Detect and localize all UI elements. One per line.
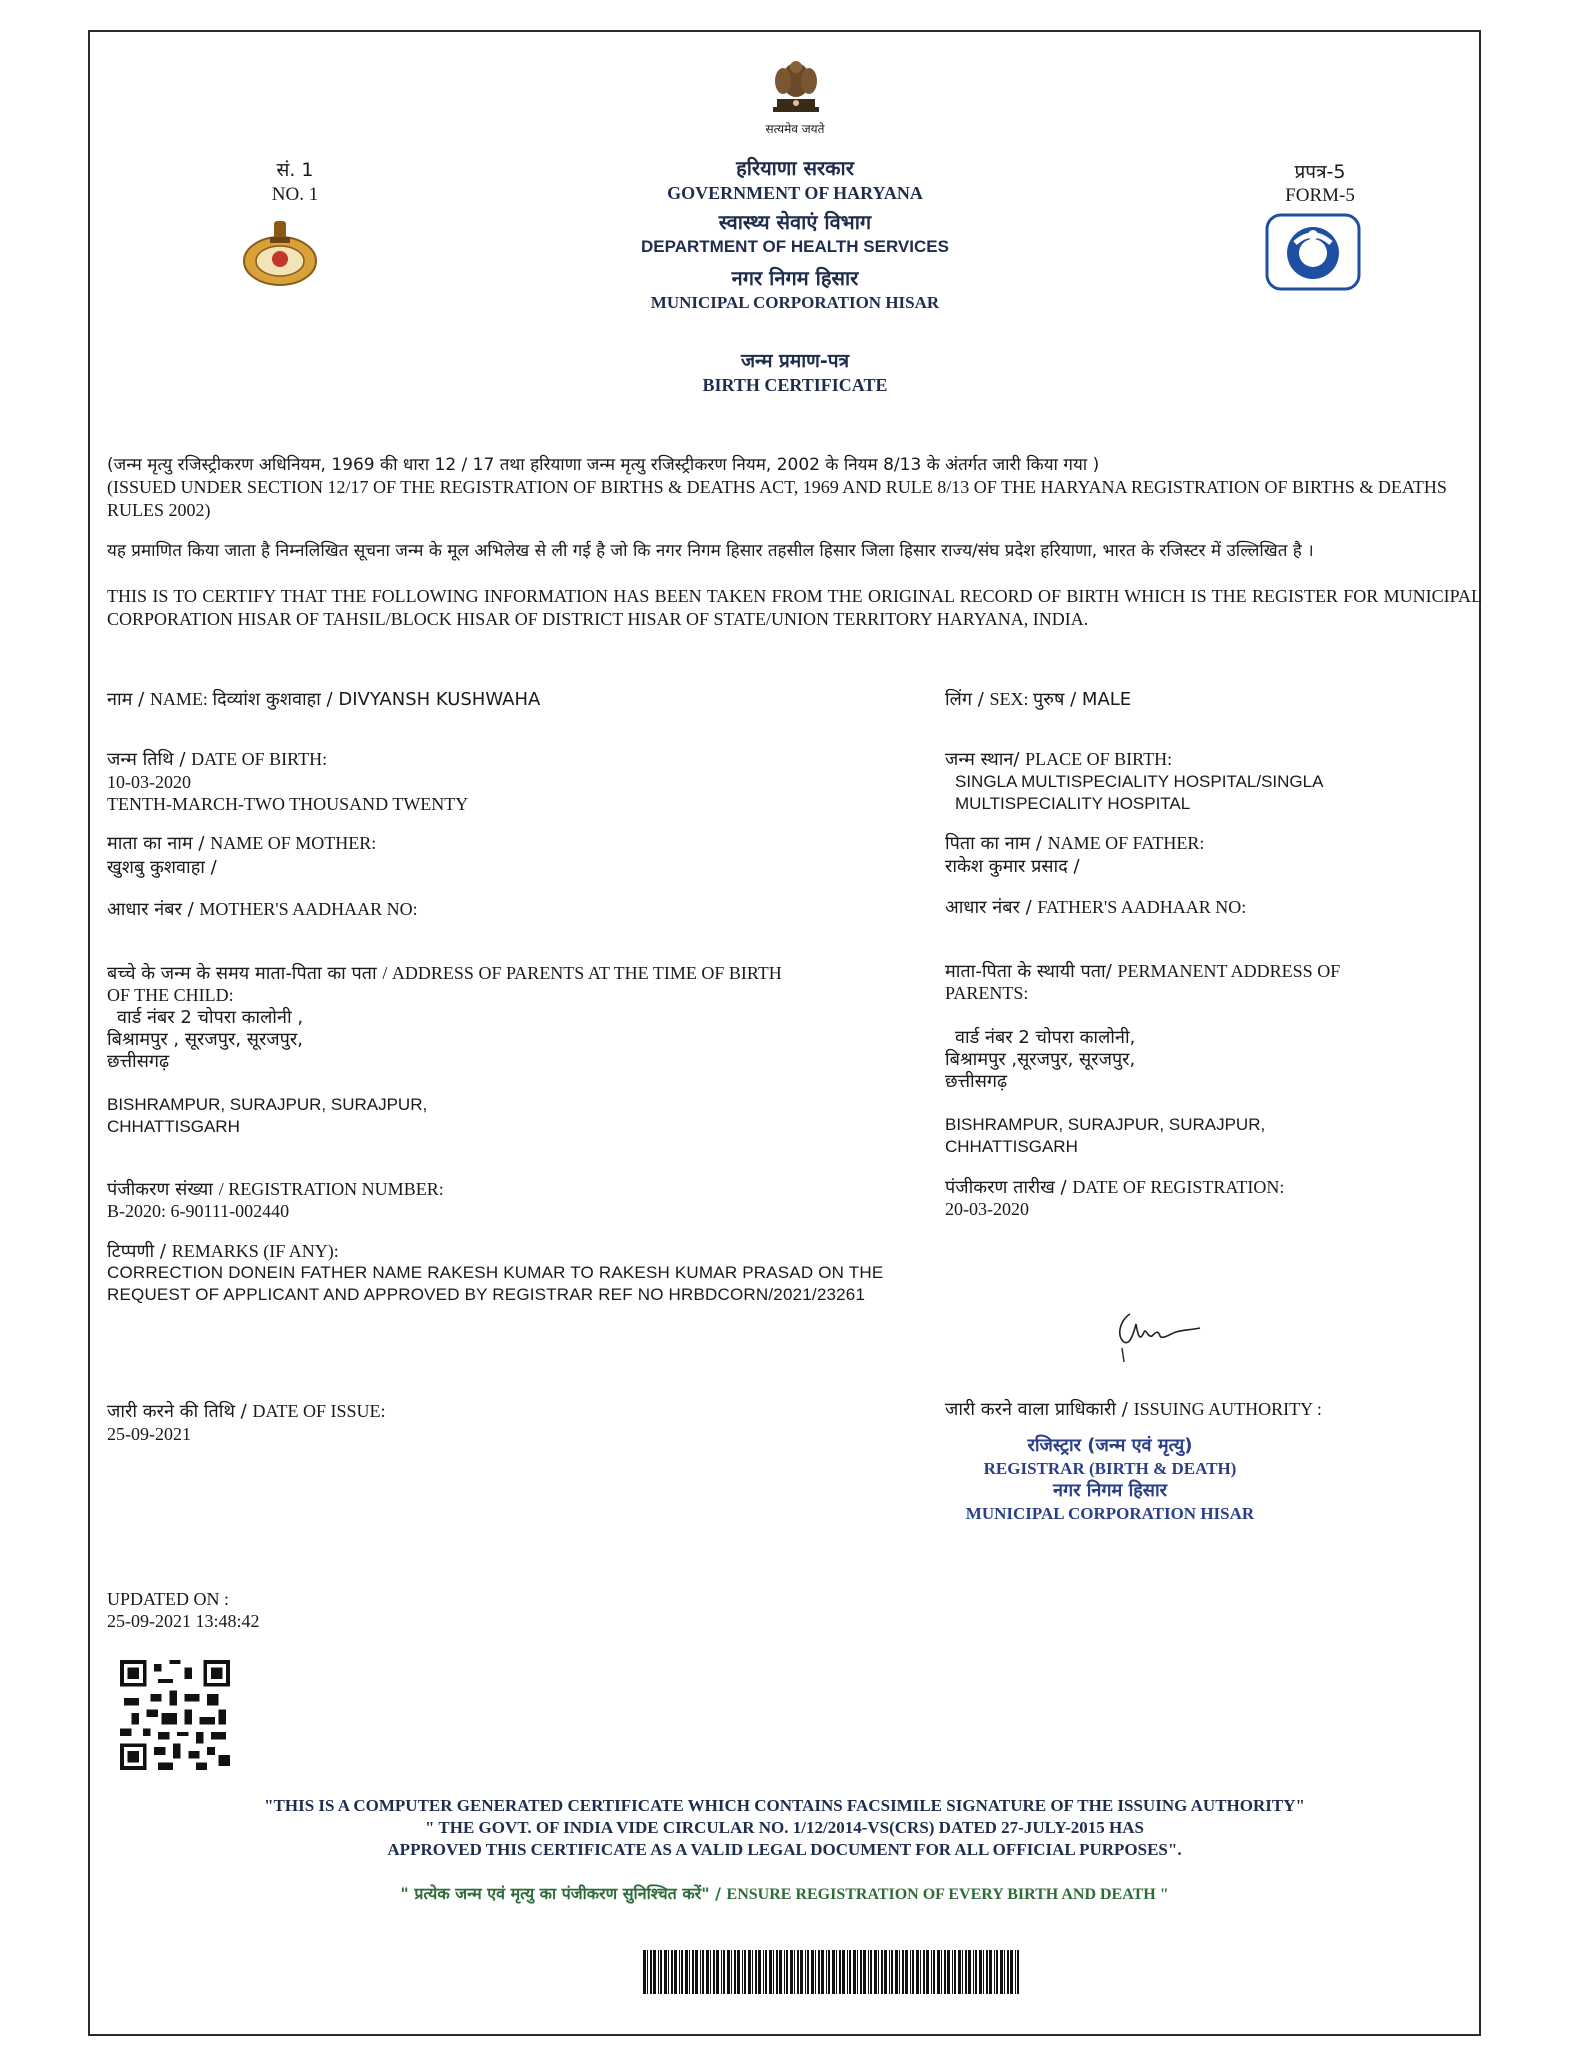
certificate-title: BIRTH CERTIFICATE [702,375,888,395]
barcode-bar [773,1950,774,1994]
barcode-bar [695,1950,698,1994]
remarks-label-hindi: टिप्पणी / [107,1241,172,1262]
barcode-bar [734,1950,736,1994]
registration-date-label-text: DATE OF REGISTRATION: [1072,1177,1285,1197]
registration-date-label-hindi: पंजीकरण तारीख / [945,1177,1073,1198]
barcode-bar [706,1950,709,1994]
govt-name-hindi: हरियाणा सरकार [736,156,854,180]
barcode-bar [863,1950,866,1994]
footer-slogan [88,1883,1481,1906]
mother-name-label [107,832,376,855]
barcode-bar [842,1950,845,1994]
barcode-bar [794,1950,795,1994]
barcode-bar [839,1950,841,1994]
barcode-bar [944,1950,946,1994]
mother-aadhaar-label-text: MOTHER'S AADHAAR NO: [199,899,418,919]
barcode-bar [947,1950,950,1994]
dob-label [107,748,327,771]
barcode-bar [671,1950,673,1994]
address-at-birth-hindi-line1: वार्ड नंबर 2 चोपरा कालोनी , [117,1007,304,1028]
father-name-label [945,832,1204,855]
qr-code [120,1660,230,1770]
serial-number-hindi: सं. 1 [276,159,314,181]
slogan-english: ENSURE REGISTRATION OF EVERY BIRTH AND DEATH " [726,1886,1169,1903]
barcode-bar [1004,1950,1005,1994]
form-number: FORM-5 [1285,185,1355,206]
barcode-bar [758,1950,761,1994]
barcode-bar [674,1950,677,1994]
barcode-bar [962,1950,963,1994]
permanent-address-line2: CHHATTISGARH [945,1137,1078,1156]
registration-number-label-hindi: पंजीकरण संख्या [107,1179,219,1200]
barcode-bar [832,1950,835,1994]
barcode-bar [895,1950,898,1994]
barcode-bar [860,1950,862,1994]
remarks-line2: REQUEST OF APPLICANT AND APPROVED BY REGISTRAR REF NO HRBDCORN/2021/23261 [107,1285,866,1304]
address-at-birth-label-text: / ADDRESS OF PARENTS AT THE TIME OF BIRTH [382,963,782,983]
barcode-bar [737,1950,740,1994]
barcode-bar [994,1950,995,1994]
barcode-bar [755,1950,757,1994]
barcode-bar [847,1950,848,1994]
barcode-bar [902,1950,904,1994]
barcode-bar [692,1950,694,1994]
permanent-address-line1: BISHRAMPUR, SURAJPUR, SURAJPUR, [945,1115,1266,1134]
barcode-bar [721,1950,722,1994]
barcode-bar [891,1950,893,1994]
registration-number-value: B-2020: 6-90111-002440 [107,1201,290,1221]
barcode-bar [765,1950,767,1994]
barcode-bar [763,1950,764,1994]
date-of-issue-label [107,1400,385,1423]
barcode-bar [723,1950,725,1994]
barcode-bar [790,1950,793,1994]
barcode-bar [989,1950,992,1994]
issuing-authority-label [945,1398,1322,1421]
barcode-bar [769,1950,772,1994]
footer-line1: "THIS IS A COMPUTER GENERATED CERTIFICATE WHICH CONTAINS FACSIMILE SIGNATURE OF THE ISSUING AUTHORITY" [264,1796,1305,1815]
pob-label-text: PLACE OF BIRTH: [1025,749,1173,769]
barcode-bar [805,1950,806,1994]
mother-label-text: NAME OF MOTHER: [210,833,377,853]
authority-stamp-line1: रजिस्ट्रार (जन्म एवं मृत्यु) [1027,1435,1193,1456]
corporation-name-hindi: नगर निगम हिसार [731,266,859,290]
permanent-address-hindi-line2: बिश्रामपुर ,सूरजपुर, सूरजपुर, [945,1049,1136,1070]
barcode-bar [923,1950,925,1994]
corporation-name: MUNICIPAL CORPORATION HISAR [650,293,940,312]
pob-label-hindi: जन्म स्थान/ [945,749,1026,770]
crs-logo-icon [1265,213,1361,291]
barcode-bar [889,1950,890,1994]
address-at-birth-label-line2: OF THE CHILD: [107,985,234,1005]
registration-date-label [945,1176,1284,1199]
father-label-text: NAME OF FATHER: [1047,833,1205,853]
barcode-bar [650,1950,652,1994]
date-of-issue-label-hindi: जारी करने की तिथि / [107,1401,253,1422]
barcode-bar [664,1950,667,1994]
sex-value: पुरुष / MALE [1033,689,1132,710]
registration-number-label-text: / REGISTRATION NUMBER: [218,1179,444,1199]
sex-label: SEX: [989,689,1034,709]
barcode-bar [658,1950,659,1994]
father-name-value: राकेश कुमार प्रसाद / [945,856,1080,877]
barcode-bar [784,1950,785,1994]
barcode-bar [983,1950,984,1994]
barcode-bar [931,1950,932,1994]
barcode-bar [653,1950,656,1994]
barcode-bar [679,1950,680,1994]
govt-name: GOVERNMENT OF HARYANA [667,183,923,203]
authority-stamp-line2: REGISTRAR (BIRTH & DEATH) [983,1459,1237,1478]
barcode-bar [779,1950,782,1994]
barcode-bar [874,1950,877,1994]
barcode-bar [853,1950,856,1994]
registrar-signature [1100,1302,1210,1372]
sex-field [945,688,1131,711]
remarks-line1: CORRECTION DONEIN FATHER NAME RAKESH KUMAR TO RAKESH KUMAR PRASAD ON THE [107,1263,884,1282]
father-aadhaar-label-text: FATHER'S AADHAAR NO: [1037,897,1247,917]
barcode-bar [818,1950,820,1994]
permanent-address-hindi-line1: वार्ड नंबर 2 चोपरा कालोनी, [955,1027,1136,1048]
barcode-bar [748,1950,751,1994]
remarks-label-text: REMARKS (IF ANY): [171,1241,339,1261]
permanent-address-label [945,960,1340,983]
dob-in-words: TENTH-MARCH-TWO THOUSAND TWENTY [107,794,469,814]
barcode-bar [716,1950,719,1994]
barcode-bar [713,1950,715,1994]
slogan-hindi: " प्रत्येक जन्म एवं मृत्यु का पंजीकरण सुनिश्चित करें" / [400,1884,727,1903]
certify-statement: THIS IS TO CERTIFY THAT THE FOLLOWING INFORMATION HAS BEEN TAKEN FROM THE ORIGINAL RECORD OF BIRTH WHICH IS THE REGISTER FOR MUNICIPAL CORPORATION HISAR OF TAHSIL/BLOCK HISAR OF DISTRICT HISAR OF STATE/UNION TERRITORY HARYANA, INDIA. [107,586,1482,629]
child-name-value: दिव्यांश कुशवाहा / DIVYANSH KUSHWAHA [212,689,541,710]
barcode-bar [996,1950,998,1994]
barcode-bar [965,1950,967,1994]
dob-label-text: DATE OF BIRTH: [191,749,328,769]
name-field [107,688,540,711]
serial-number: NO. 1 [271,184,319,205]
barcode-bar [884,1950,887,1994]
barcode-bar [933,1950,935,1994]
address-at-birth-label [107,962,782,985]
permanent-address-hindi-line3: छत्तीसगढ़ [945,1071,1008,1092]
department-name-hindi: स्वास्थ्य सेवाएं विभाग [718,210,872,234]
barcode-bar [744,1950,746,1994]
barcode-bar [660,1950,662,1994]
barcode-bar [1007,1950,1009,1994]
barcode-bar [881,1950,883,1994]
barcode-bar [731,1950,732,1994]
permanent-address-label-hindi: माता-पिता के स्थायी पता/ [945,961,1118,982]
barcode-bar [727,1950,730,1994]
issuing-authority-label-hindi: जारी करने वाला प्राधिकारी / [945,1399,1134,1420]
name-label-hindi: नाम / [107,689,150,710]
mother-label-hindi: माता का नाम / [107,833,211,854]
barcode-bar [797,1950,799,1994]
barcode-bar [807,1950,809,1994]
barcode-bar [811,1950,814,1994]
barcode-bar [857,1950,858,1994]
sex-label-hindi: लिंग / [945,689,990,710]
pob-value-line2: MULTISPECIALITY HOSPITAL [955,794,1191,813]
barcode-bar [821,1950,824,1994]
barcode-bar [937,1950,940,1994]
barcode-bar [958,1950,961,1994]
father-aadhaar-label [945,896,1246,919]
registration-date-value: 20-03-2020 [945,1199,1029,1219]
barcode-bar [954,1950,956,1994]
address-at-birth-line1: BISHRAMPUR, SURAJPUR, SURAJPUR, [107,1095,428,1114]
barcode-bar [752,1950,753,1994]
ashoka-emblem-icon [763,55,829,125]
footer-line2: " THE GOVT. OF INDIA VIDE CIRCULAR NO. 1/12/2014-VS(CRS) DATED 27-JULY-2015 HAS [425,1818,1144,1837]
barcode-bar [776,1950,778,1994]
father-label-hindi: पिता का नाम / [945,833,1048,854]
name-label: NAME: [149,689,213,709]
barcode-bar [975,1950,977,1994]
barcode-bar [1000,1950,1003,1994]
barcode-bar [700,1950,701,1994]
barcode-bar [968,1950,971,1994]
address-at-birth-line2: CHHATTISGARH [107,1117,240,1136]
footer-line3: APPROVED THIS CERTIFICATE AS A VALID LEGAL DOCUMENT FOR ALL OFFICIAL PURPOSES". [387,1840,1182,1859]
barcode-bar [926,1950,929,1994]
updated-on-label: UPDATED ON : [107,1589,230,1609]
department-name: DEPARTMENT OF HEALTH SERVICES [641,237,949,256]
barcode-bar [689,1950,690,1994]
permanent-address-label-text: PERMANENT ADDRESS OF [1117,961,1341,981]
dob-value: 10-03-2020 [107,772,191,792]
barcode-bar [912,1950,914,1994]
barcode-bar [920,1950,921,1994]
barcode-bar [870,1950,872,1994]
pob-value-line1: SINGLA MULTISPECIALITY HOSPITAL/SINGLA [955,772,1324,791]
certify-statement-hindi: यह प्रमाणित किया जाता है निम्नलिखित सूचना जन्म के मूल अभिलेख से ली गई है जो कि नगर निगम हिसार तहसील हिसार जिला हिसार राज्य/संघ प्रदेश हरियाणा, भारत के रजिस्टर में उल्लिखित है । [107,541,1314,561]
barcode-bar [899,1950,900,1994]
pob-label [945,748,1172,771]
date-of-issue-label-text: DATE OF ISSUE: [252,1401,386,1421]
haryana-seal-icon [241,215,319,287]
registration-number-label [107,1178,444,1201]
barcode-bar [681,1950,683,1994]
barcode-bar [916,1950,919,1994]
barcode-bar [941,1950,942,1994]
authority-stamp-line3: नगर निगम हिसार [1053,1480,1167,1501]
barcode-bar [868,1950,869,1994]
mother-aadhaar-label [107,898,418,921]
barcode-bar [647,1950,648,1994]
certificate-title-hindi: जन्म प्रमाण-पत्र [740,350,850,372]
authority-stamp-line4: MUNICIPAL CORPORATION HISAR [965,1504,1255,1523]
barcode-bar [836,1950,837,1994]
barcode-bar [828,1950,830,1994]
updated-on-value: 25-09-2021 13:48:42 [107,1611,260,1631]
form-number-hindi: प्रपत्र-5 [1294,161,1346,183]
address-at-birth-label-hindi: बच्चे के जन्म के समय माता-पिता का पता [107,963,383,984]
dob-label-hindi: जन्म तिथि / [107,749,192,770]
barcode-bar [815,1950,816,1994]
mother-name-value: खुशबु कुशवाहा / [107,857,217,878]
barcode-bar [702,1950,704,1994]
barcode-bar [1017,1950,1019,1994]
barcode-bar [973,1950,974,1994]
barcode-bar [952,1950,953,1994]
barcode-bar [1015,1950,1016,1994]
barcode-bar [786,1950,788,1994]
barcode-bar [800,1950,803,1994]
barcode-bar [826,1950,827,1994]
issued-under-text: (ISSUED UNDER SECTION 12/17 OF THE REGISTRATION OF BIRTHS & DEATHS ACT, 1969 AND RULE 8/13 OF THE HARYANA REGISTRATION OF BIRTHS & DEATHS RULES 2002) [107,477,1447,520]
barcode-bar [910,1950,911,1994]
issued-under-hindi: (जन्म मृत्यु रजिस्ट्रीकरण अधिनियम, 1969 की धारा 12 / 17 तथा हरियाणा जन्म मृत्यु रजिस्ट्रीकरण नियम, 2002 के नियम 8/13 के अंतर्गत जारी किया गया ) [107,455,1100,475]
mother-aadhaar-label-hindi: आधार नंबर / [107,899,200,920]
date-of-issue-value: 25-09-2021 [107,1424,191,1444]
barcode-bar [742,1950,743,1994]
address-at-birth-hindi-line3: छत्तीसगढ़ [107,1051,170,1072]
barcode-bar [986,1950,988,1994]
barcode [643,1950,1023,1994]
emblem-motto: सत्यमेव जयते [765,122,825,136]
barcode-bar [849,1950,851,1994]
barcode-bar [1010,1950,1013,1994]
barcode-bar [905,1950,908,1994]
permanent-address-label-line2: PARENTS: [945,983,1029,1003]
issuing-authority-label-text: ISSUING AUTHORITY : [1133,1399,1322,1419]
barcode-bar [979,1950,982,1994]
barcode-bar [685,1950,688,1994]
barcode-bar [878,1950,879,1994]
barcode-bar [643,1950,646,1994]
father-aadhaar-label-hindi: आधार नंबर / [945,897,1038,918]
remarks-label [107,1240,339,1263]
barcode-bar [710,1950,711,1994]
address-at-birth-hindi-line2: बिश्रामपुर , सूरजपुर, सूरजपुर, [107,1029,303,1050]
barcode-bar [668,1950,669,1994]
